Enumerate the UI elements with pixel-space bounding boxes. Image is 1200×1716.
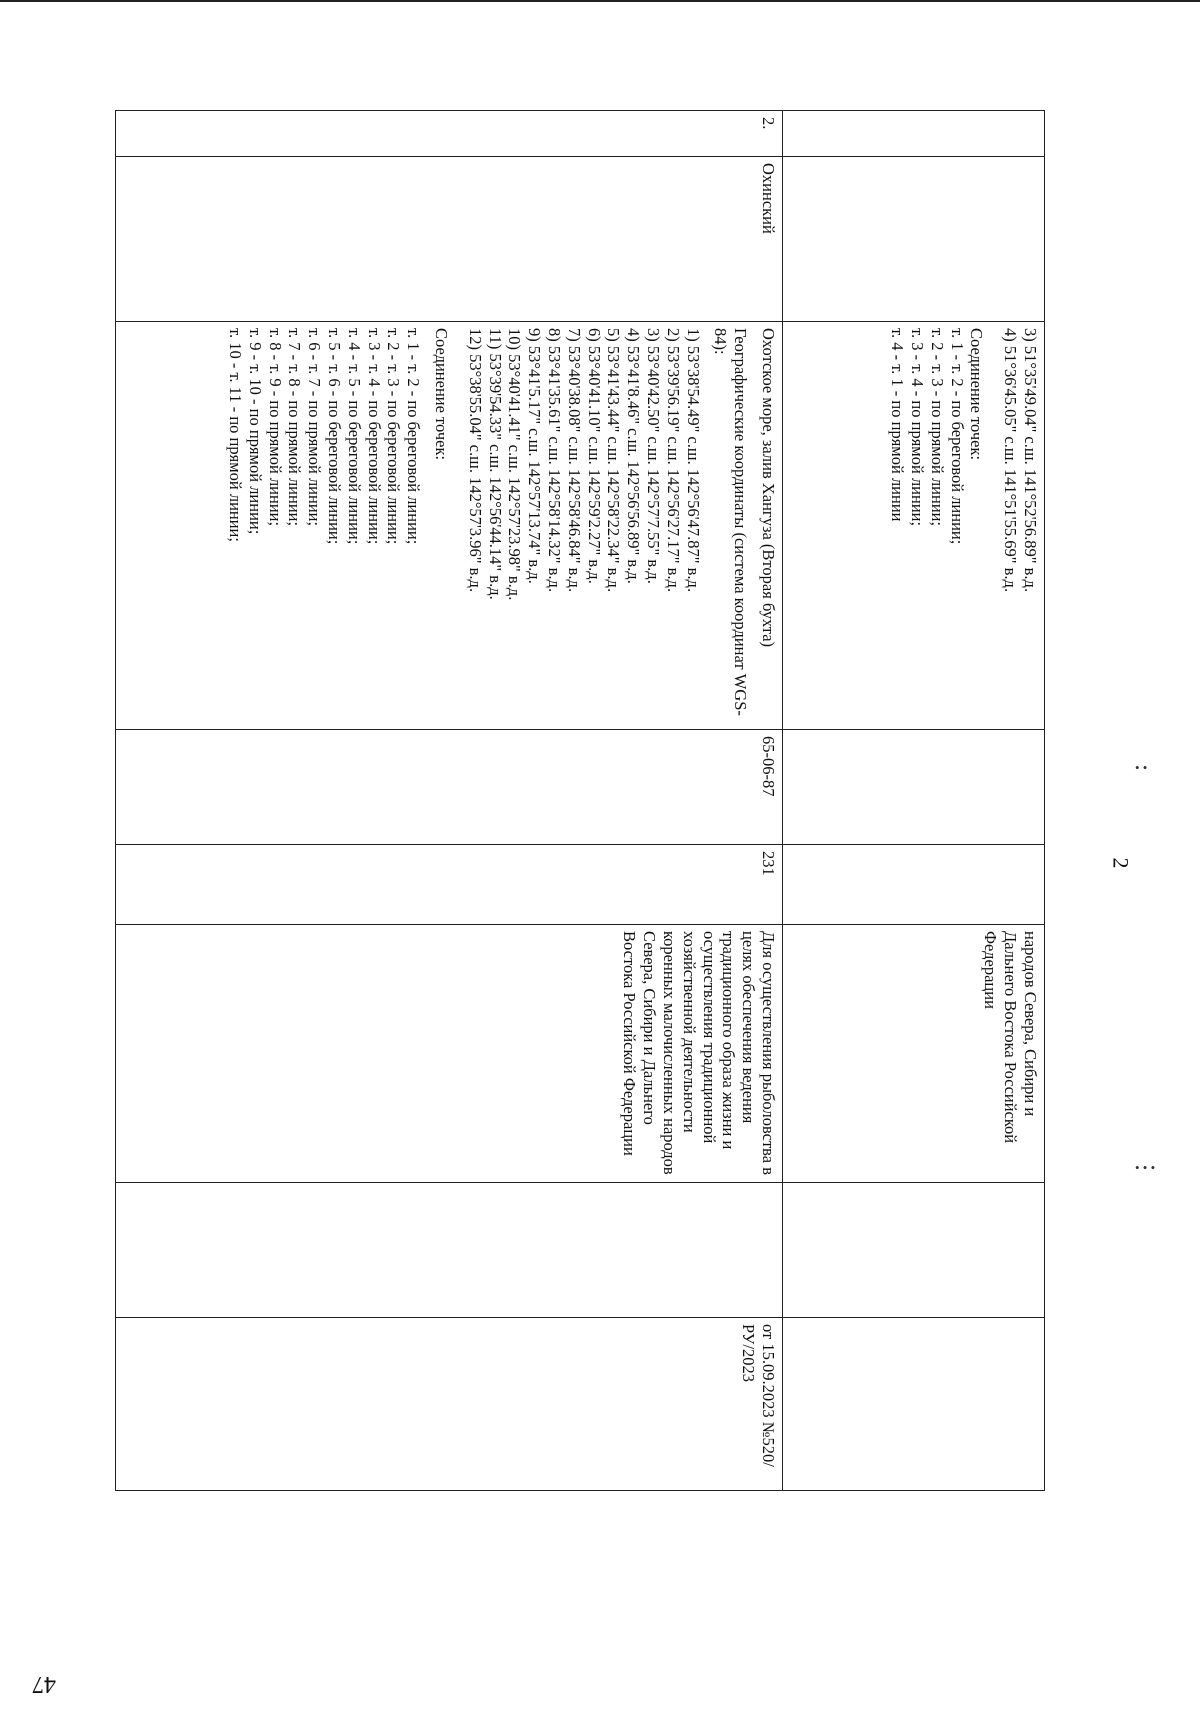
- connection-line: т. 3 - т. 4 - по прямой линии;: [908, 328, 928, 527]
- table-row: [783, 111, 1045, 1491]
- connection-line: т. 8 - т. 9 - по прямой линии;: [265, 328, 285, 527]
- table-row: [116, 111, 783, 1491]
- page-number: 2: [1108, 857, 1134, 869]
- row1-region-cell: [783, 157, 1045, 322]
- row2-blank-cell: [116, 1183, 783, 1318]
- region-name: Охинский: [116, 157, 783, 322]
- connection-line: т. 2 - т. 3 - по береговой линии;: [384, 328, 404, 545]
- scan-artifact: • •: [1135, 760, 1148, 775]
- coordinate-line: 8) 53°41'35.61" с.ш. 142°58'14.32" в.д.: [545, 328, 565, 593]
- document-reference: от 15.09.2023 №520/РУ/2023: [739, 1324, 778, 1467]
- coordinate-line: 11) 53°39'54.33" с.ш. 142°56'44.14" в.д.: [485, 328, 505, 600]
- purpose-text: народов Севера, Сибири и Дальнего Востока Российской Федерации: [981, 931, 1040, 1144]
- connection-line: т. 4 - т. 5 - по береговой линии;: [344, 328, 364, 545]
- connection-title: Соединение точек:: [967, 328, 987, 461]
- coordinate-line: 10) 53°40'41.41" с.ш. 142°57'23.98" в.д.: [505, 328, 525, 601]
- connection-line: т. 10 - т. 11 - по прямой линии;: [226, 328, 246, 542]
- scan-top-border: [0, 0, 1200, 2]
- connection-line: т. 7 - т. 8 - по прямой линии;: [285, 328, 305, 527]
- row1-blank-cell: [783, 1183, 1045, 1318]
- row1-area-cell: [783, 845, 1045, 925]
- scan-artifact: • • •: [1135, 1160, 1156, 1175]
- coordinate-line: 5) 53°41'43.44" с.ш. 142°58'22.34" в.д.: [604, 328, 624, 593]
- connection-line: т. 3 - т. 4 - по береговой линии;: [364, 328, 384, 545]
- coords-title: Географические координаты (система координат WGS-84):: [711, 328, 751, 716]
- connection-line: т. 5 - т. 6 - по береговой линии;: [325, 328, 345, 545]
- location-text: Охотское море, залив Хангуза (Вторая бухта): [759, 328, 778, 648]
- coordinate-line: 6) 53°40'41.10" с.ш. 142°59'2.27" в.д.: [584, 328, 604, 584]
- registry-table: [115, 110, 1045, 1491]
- coordinate-line: 9) 53°41'5.17" с.ш. 142°57'13.74" в.д.: [525, 328, 545, 584]
- purpose-text: Для осуществления рыболовства в целях обеспечения ведения традиционного образа жизни и осуществления традиционной хозяйственной деятельности коренных малочисленных народов Севера, Сибири и Дальнего Востока Российской Федерации: [620, 931, 778, 1175]
- row2-purpose-cell: [116, 925, 783, 1183]
- coordinate-line: 4) 51°36'45.05" с.ш. 141°51'55.69" в.д.: [1001, 328, 1021, 593]
- coordinate-line: 2) 53°39'56.19" с.ш. 142°56'27.17" в.д.: [663, 328, 683, 593]
- connection-title: Соединение точек:: [432, 328, 452, 461]
- connection-line: т. 4 - т. 1 - по прямой линии: [888, 328, 908, 522]
- row2-description-cell: [116, 322, 783, 730]
- row1-number-cell: [783, 111, 1045, 157]
- plot-area: 231: [116, 845, 783, 925]
- coordinate-line: 1) 53°38'54.49" с.ш. 142°56'47.87" в.д.: [683, 328, 703, 593]
- row2-document-cell: [116, 1318, 783, 1491]
- row1-document-cell: [783, 1318, 1045, 1491]
- plot-code: 65-06-87: [116, 730, 783, 845]
- coordinate-line: 7) 53°40'38.08" с.ш. 142°58'46.84" в.д.: [564, 328, 584, 593]
- row-number: 2.: [116, 111, 783, 157]
- row1-description-cell: [783, 322, 1045, 730]
- coordinate-line: 3) 53°40'42.50" с.ш. 142°57'7.55" в.д.: [644, 328, 664, 584]
- coordinate-line: 4) 53°41'8.46" с.ш. 142°56'56.89" в.д.: [624, 328, 644, 584]
- connection-line: т. 9 - т. 10 - по прямой линии;: [245, 328, 265, 535]
- connection-line: т. 6 - т. 7 - по прямой линии;: [305, 328, 325, 527]
- connection-line: т. 1 - т. 2 - по береговой линии;: [404, 328, 424, 545]
- connection-line: т. 1 - т. 2 - по береговой линии;: [947, 328, 967, 545]
- coordinate-line: 3) 51°35'49.04" с.ш. 141°52'56.89" в.д.: [1021, 328, 1040, 593]
- connection-line: т. 2 - т. 3 - по прямой линии;: [927, 328, 947, 527]
- row1-code-cell: [783, 730, 1045, 845]
- footer-handwritten-number: 47: [32, 1671, 56, 1697]
- row1-purpose-cell: [783, 925, 1045, 1183]
- rotated-table-container: [115, 110, 1045, 1490]
- coordinate-line: 12) 53°38'55.04" с.ш. 142°57'3.96" в.д.: [465, 328, 485, 593]
